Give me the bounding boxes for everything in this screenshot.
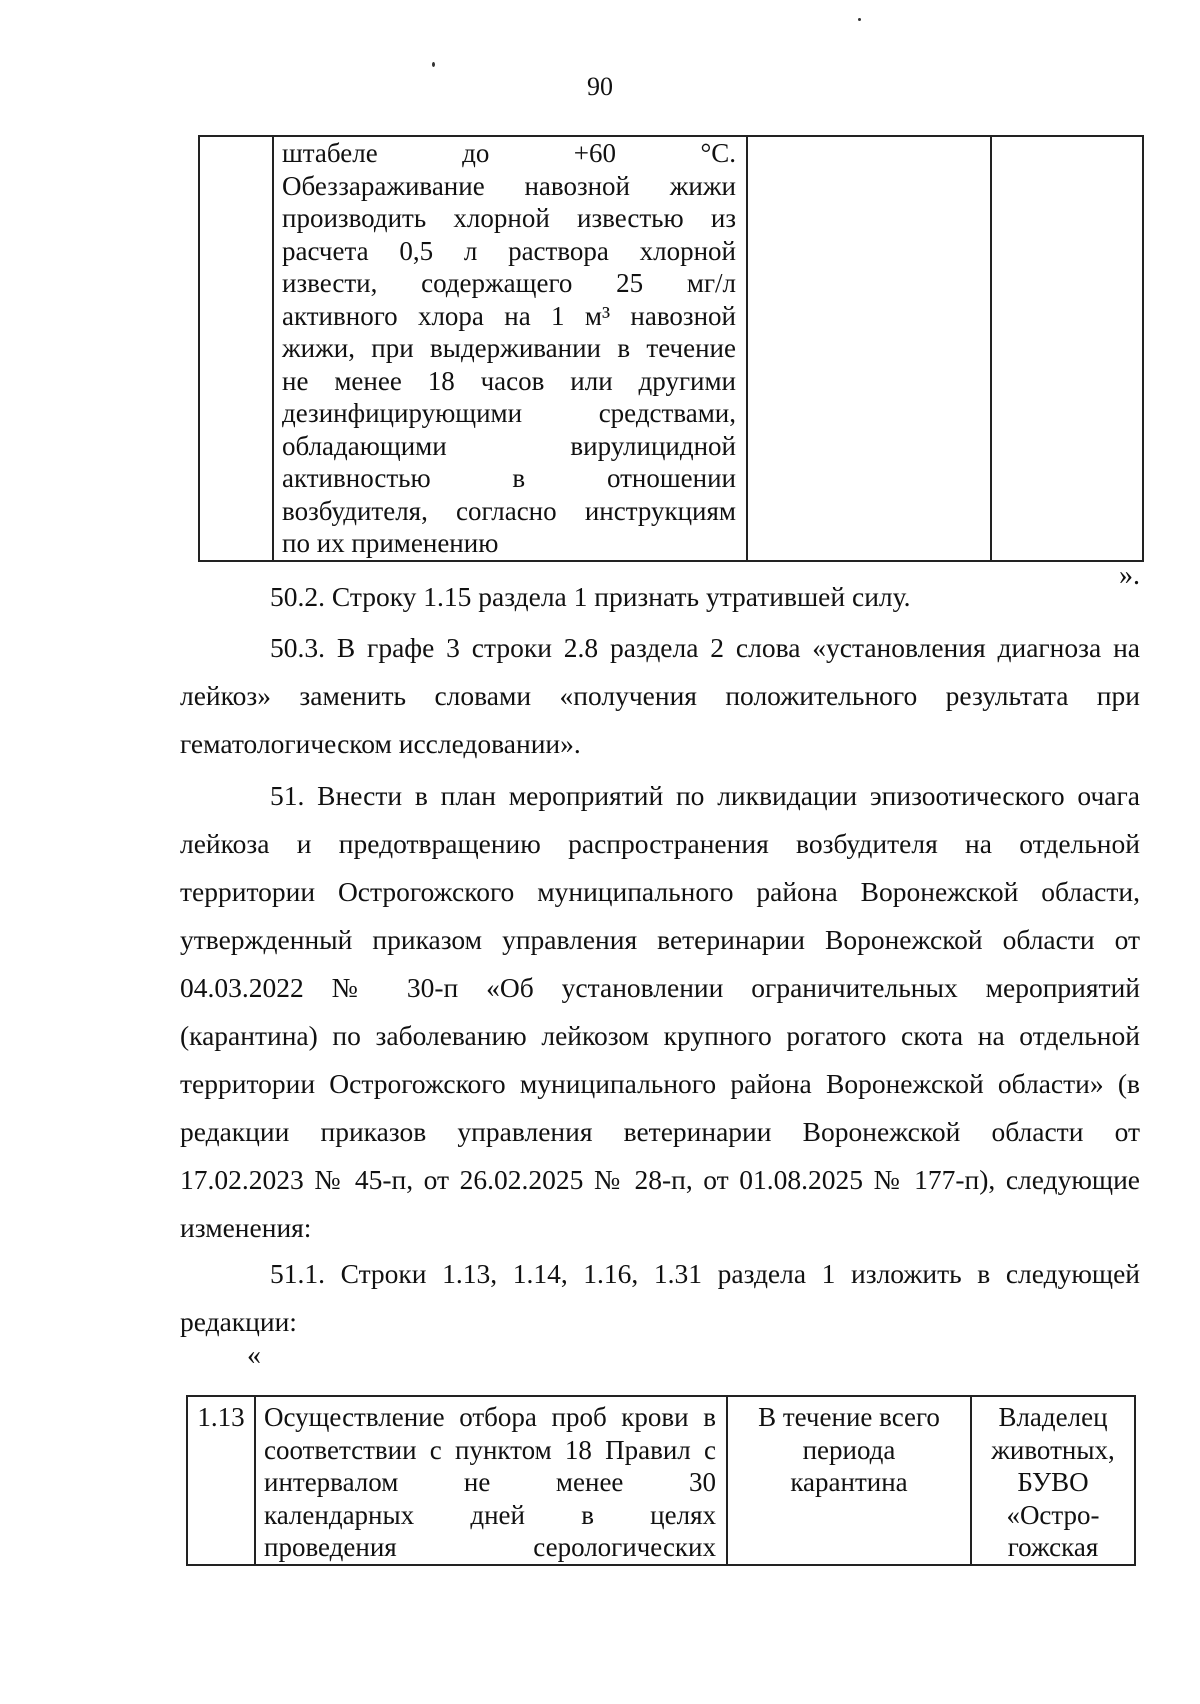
table-cell-empty	[991, 136, 1143, 561]
paragraph-line: территории Острогожского муниципального района Воронежской области» (в	[180, 1068, 1140, 1099]
table-line: извести, содержащего 25 мг/л	[282, 268, 736, 298]
page-number: 90	[587, 72, 613, 101]
table-line: животных,	[991, 1434, 1115, 1465]
paragraph-line: редакции приказов управления ветеринарии Воронежской области от	[180, 1116, 1140, 1147]
table-line: Обеззараживание навозной жижи	[282, 170, 736, 201]
table-line: календарных дней в целях	[264, 1499, 716, 1530]
table-line: периода	[802, 1434, 896, 1465]
row-number: 1.13	[187, 1396, 255, 1565]
paragraph-line: утвержденный приказом управления ветеринарии Воронежской области от	[180, 924, 1140, 955]
table-line: Осуществление отбора проб крови в	[264, 1402, 716, 1432]
table-cell-period	[727, 1396, 971, 1565]
table-line: обладающими вирулицидной	[282, 430, 736, 461]
table-line: проведения серологических	[264, 1532, 716, 1562]
paragraph-line: гематологическом исследовании».	[180, 728, 581, 759]
table-cell-empty	[199, 136, 273, 561]
table-line: жижи, при выдерживании в течение	[282, 333, 736, 363]
table-line: соответствии с пунктом 18 Правил с	[264, 1434, 716, 1465]
table-line: активного хлора на 1 м³ навозной	[282, 300, 736, 331]
paragraph-line: 51.1. Строки 1.13, 1.14, 1.16, 1.31 раздела 1 изложить в следующей	[270, 1258, 1140, 1289]
paragraph-line: 51. Внести в план мероприятий по ликвидации эпизоотического очага	[270, 780, 1140, 811]
table-line: дезинфицирующими средствами,	[282, 398, 736, 428]
paragraph-line: 04.03.2022 № 30-п «Об установлении ограничительных мероприятий	[180, 972, 1140, 1003]
table-line: интервалом не менее 30	[264, 1467, 716, 1497]
paragraph-line: редакции:	[180, 1306, 297, 1337]
paragraph-51	[180, 772, 1140, 1252]
paragraph-line: лейкоз» заменить словами «получения положительного результата при	[180, 680, 1140, 711]
paragraph-line: 50.3. В графе 3 строки 2.8 раздела 2 слова «установления диагноза на	[270, 632, 1140, 663]
table-cell-empty	[747, 136, 991, 561]
closing-quote: ».	[1119, 560, 1140, 591]
paragraph-line: (карантина) по заболеванию лейкозом крупного рогатого скота на отдельной	[180, 1020, 1140, 1051]
table-line: по их применению	[282, 528, 499, 558]
table-cell-measure	[255, 1396, 727, 1565]
table-line: активностью в отношении	[282, 463, 736, 493]
table-line: расчета 0,5 л раствора хлорной	[282, 235, 736, 266]
opening-quote: «	[247, 1340, 261, 1371]
table-line: карантина	[790, 1467, 908, 1497]
paragraph-51-1	[180, 1250, 1140, 1346]
table-cell-responsible	[971, 1396, 1135, 1565]
table-line: производить хлорной известью из	[282, 203, 736, 233]
paragraph-50-2	[180, 573, 1140, 621]
table-line: Владелец	[998, 1402, 1108, 1432]
paragraph-line: 50.2. Строку 1.15 раздела 1 признать утратившей силу.	[270, 581, 911, 612]
paragraph-line: изменения:	[180, 1212, 312, 1243]
table-line: не менее 18 часов или другими	[282, 365, 736, 396]
amended-table	[186, 1395, 1136, 1566]
table-line: гожская	[1007, 1532, 1099, 1562]
scan-speck	[858, 18, 861, 21]
table-line: возбудителя, согласно инструкциям	[282, 495, 736, 526]
paragraph-50-3	[180, 624, 1140, 768]
continued-table	[198, 135, 1144, 562]
table-line: штабеле до +60 °С.	[282, 138, 736, 168]
table-line: «Остро-	[1006, 1499, 1100, 1530]
paragraph-line: территории Острогожского муниципального района Воронежской области,	[180, 876, 1140, 907]
paragraph-line: 17.02.2023 № 45-п, от 26.02.2025 № 28-п, от 01.08.2025 № 177-п), следующие	[180, 1164, 1140, 1195]
table-line: В течение всего	[758, 1402, 940, 1432]
table-cell-measures	[273, 136, 747, 561]
scan-speck	[432, 62, 435, 67]
table-line: БУВО	[1017, 1467, 1089, 1497]
paragraph-line: лейкоза и предотвращению распространения возбудителя на отдельной	[180, 828, 1140, 859]
